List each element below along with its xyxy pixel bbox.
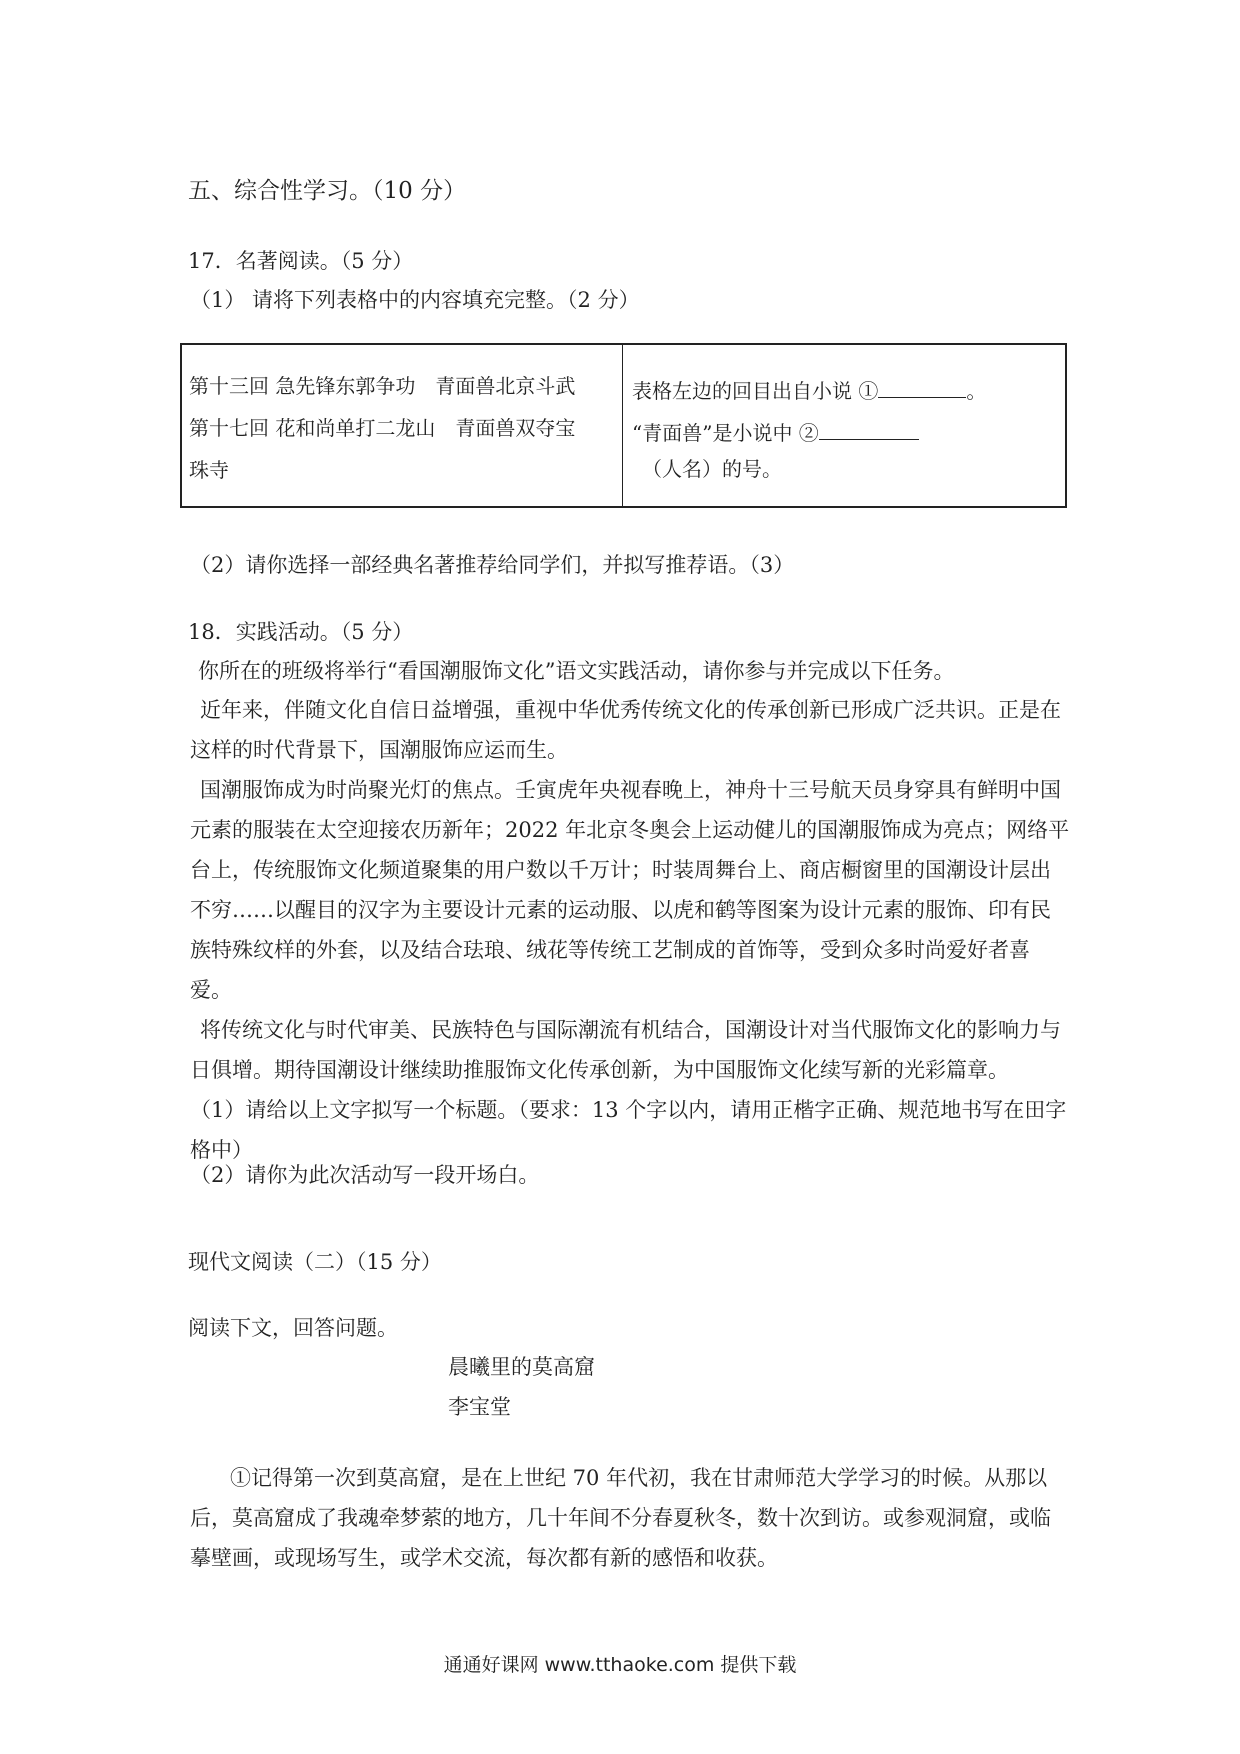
- nickname-question-line: [632, 415, 1052, 451]
- nickname-question-end: （人名）的号。: [642, 457, 782, 481]
- chapter-line-1: 第十三回 急先锋东郭争功 青面兽北京斗武: [189, 374, 576, 398]
- question-17-table: [180, 343, 1067, 508]
- answer-blank-2[interactable]: [819, 419, 919, 440]
- question-17-title: 17．名著阅读。（5 分）: [188, 249, 414, 273]
- reading-section-title: 现代文阅读（二）（15 分）: [188, 1250, 442, 1274]
- q18-task-1: （1）请给以上文字拟写一个标题。（要求：13 个字以内，请用正楷字正确、规范地书写在田字格中）: [190, 1098, 1067, 1162]
- question-17-sub1: （1） 请将下列表格中的内容填充完整。（2 分）: [190, 288, 640, 312]
- q18-paragraph-2: 国潮服饰成为时尚聚光灯的焦点。壬寅虎年央视春晚上，神舟十三号航天员身穿具有鲜明中国元素的服装在太空迎接农历新年；2022 年北京冬奥会上运动健儿的国潮服饰成为亮点；网络平台上，传统服饰文化频道聚集的用户数以千万计；时装周舞台上、商店橱窗里的国潮设计层出不穷……以醒目的汉字为主要设计元素的运动服、以虎和鹤等图案为设计元素的服饰、印有民族特殊纹样的外套，以及结合珐琅、绒花等传统工艺制成的首饰等，受到众多时尚爱好者喜爱。: [190, 778, 1070, 1002]
- table-right-cell: [632, 373, 1052, 487]
- nickname-question-text: “青面兽”是小说中 ②: [632, 421, 819, 445]
- section-title: 五、综合性学习。（10 分）: [188, 178, 467, 204]
- novel-question-end: 。: [966, 379, 987, 403]
- chapter-line-3: 珠寺: [189, 458, 229, 482]
- q18-paragraph-3: 将传统文化与时代审美、民族特色与国际潮流有机结合，国潮设计对当代服饰文化的影响力与日俱增。期待国潮设计继续助推服饰文化传承创新，为中国服饰文化续写新的光彩篇章。: [190, 1018, 1061, 1082]
- chapter-line-2: 第十七回 花和尚单打二龙山 青面兽双夺宝: [189, 416, 576, 440]
- q18-paragraph-1: 近年来，伴随文化自信日益增强，重视中华优秀传统文化的传承创新已形成广泛共识。正是在这样的时代背景下，国潮服饰应运而生。: [190, 698, 1061, 762]
- article-paragraph-1: ①记得第一次到莫高窟，是在上世纪 70 年代初，我在甘肃师范大学学习的时候。从那以后，莫高窟成了我魂牵梦萦的地方，几十年间不分春夏秋冬，数十次到访。或参观洞窟，或临摹壁画，或现场写生，或学术交流，每次都有新的感悟和收获。: [190, 1466, 1051, 1570]
- answer-blank-1[interactable]: [878, 377, 966, 398]
- novel-question-text: 表格左边的回目出自小说 ①: [632, 379, 879, 403]
- novel-question-line: [632, 373, 1052, 409]
- question-18-title: 18．实践活动。（5 分）: [188, 620, 414, 644]
- page-footer: 通通好课网 www.tthaoke.com 提供下载: [443, 1654, 797, 1676]
- reading-instruction: 阅读下文，回答问题。: [188, 1316, 398, 1340]
- question-17-sub2: （2）请你选择一部经典名著推荐给同学们，并拟写推荐语。（3）: [190, 553, 795, 577]
- article-title: 晨曦里的莫高窟: [448, 1355, 595, 1379]
- q18-task-2: （2）请你为此次活动写一段开场白。: [190, 1163, 540, 1187]
- article-author: 李宝堂: [448, 1395, 511, 1419]
- question-18-intro: 你所在的班级将举行“看国潮服饰文化”语文实践活动，请你参与并完成以下任务。: [198, 659, 955, 683]
- table-divider: [622, 345, 623, 506]
- table-left-cell: [189, 365, 619, 491]
